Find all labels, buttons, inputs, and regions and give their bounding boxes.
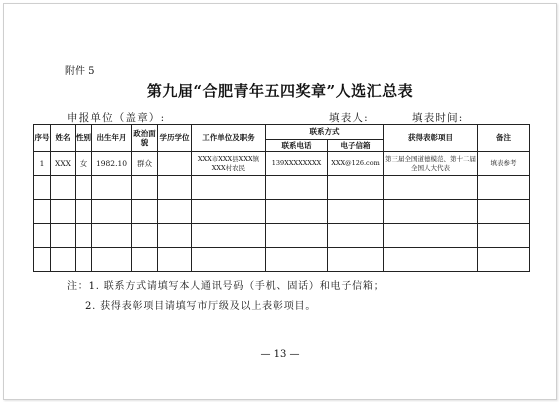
empty-cell [478,224,530,248]
empty-cell [328,224,384,248]
cell-birth: 1982.10 [92,152,132,176]
header-email: 电子信箱 [328,140,384,152]
table-row [34,152,530,176]
empty-cell [92,200,132,224]
header-birth: 出生年月 [92,125,132,152]
empty-cell [266,176,328,200]
cell-political: 群众 [132,152,158,176]
empty-cell [158,248,192,272]
empty-cell [132,176,158,200]
empty-cell [384,224,478,248]
empty-cell [328,200,384,224]
header-seq: 序号 [34,125,51,152]
empty-table-row [34,248,530,272]
cell-seq: 1 [34,152,51,176]
notes [67,277,385,317]
cell-remark: 填表参考 [478,152,530,176]
header-remark: 备注 [478,125,530,152]
cell-honors: 第三届全国道德模范、第十二届全国人大代表 [384,152,478,176]
cell-education [158,152,192,176]
page-number: — 13 — [260,349,300,360]
empty-rows [34,176,530,272]
header-workplace: 工作单位及职务 [192,125,266,152]
header-honors: 获得表彰项目 [384,125,478,152]
empty-cell [478,248,530,272]
empty-table-row [34,176,530,200]
applicant-unit-label: 申报单位（盖章）: [67,112,166,124]
empty-table-row [34,224,530,248]
attachment-label: 附件 5 [65,66,95,77]
note-line-1: 注：1. 联系方式请填写本人通讯号码（手机、固话）和电子信箱； [67,281,385,292]
empty-cell [158,200,192,224]
empty-cell [328,248,384,272]
empty-cell [51,224,76,248]
empty-cell [158,224,192,248]
header-name: 姓名 [51,125,76,152]
empty-cell [34,248,51,272]
cell-email: XXX@126.com [328,152,384,176]
empty-cell [34,200,51,224]
empty-cell [76,200,92,224]
empty-cell [384,200,478,224]
cell-phone: 139XXXXXXXX [266,152,328,176]
empty-cell [192,200,266,224]
header-gender: 性别 [76,125,92,152]
empty-cell [478,176,530,200]
empty-cell [76,224,92,248]
fill-time-label: 填表时间: [412,112,464,124]
cell-gender: 女 [76,152,92,176]
empty-cell [34,176,51,200]
form-filler-label: 填表人: [329,112,369,124]
empty-cell [266,200,328,224]
page-title: 第九届“合肥青年五四奖章”人选汇总表 [146,82,414,100]
header-education: 学历学位 [158,125,192,152]
empty-table-row [34,200,530,224]
empty-cell [192,176,266,200]
cell-workplace: XXX市XXX县XXX镇 XXX村农民 [192,152,266,176]
empty-cell [92,248,132,272]
empty-cell [266,224,328,248]
empty-cell [384,176,478,200]
summary-table [33,124,530,272]
document-page [3,3,557,400]
header-contact: 联系方式 [266,125,384,140]
empty-cell [132,200,158,224]
empty-cell [92,224,132,248]
empty-cell [192,224,266,248]
empty-cell [132,224,158,248]
empty-cell [158,176,192,200]
header-political: 政治面貌 [132,125,158,152]
empty-cell [51,248,76,272]
empty-cell [478,200,530,224]
empty-cell [51,176,76,200]
empty-cell [384,248,478,272]
empty-cell [76,176,92,200]
empty-cell [192,248,266,272]
empty-cell [76,248,92,272]
note-line-2: 2. 获得表彰项目请填写市厅级及以上表彰项目。 [85,301,317,312]
empty-cell [132,248,158,272]
empty-cell [51,200,76,224]
empty-cell [266,248,328,272]
empty-cell [92,176,132,200]
empty-cell [34,224,51,248]
empty-cell [328,176,384,200]
cell-name: XXX [51,152,76,176]
header-phone: 联系电话 [266,140,328,152]
